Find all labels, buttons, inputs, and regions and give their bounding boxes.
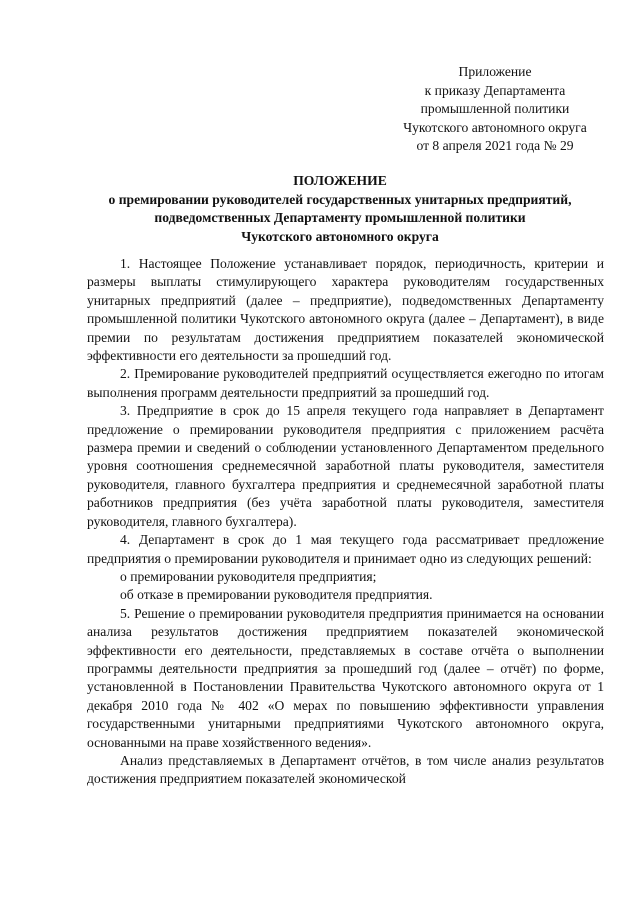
document-body: [87, 255, 604, 789]
title-subtitle-line: подведомственных Департаменту промышленной политики: [154, 210, 526, 225]
appendix-line: от 8 апреля 2021 года № 29: [416, 138, 574, 153]
paragraph-1: 1. Настоящее Положение устанавливает порядок, периодичность, критерии и размеры выплаты стимулирующего характера руководителям государственных унитарных предприятий (далее – предприятие), подведомственных Департаменту промышленной политики Чукотского автономного округа (далее – Департамент), в виде премии по результатам достижения предприятием показателей экономической эффективности его деятельности за прошедший год.: [87, 256, 604, 364]
paragraph-5: 5. Решение о премировании руководителя предприятия принимается на основании анализа результатов достижения предприятием показателей экономической эффективности его деятельности, представляемых в составе отчёта о выполнении программы деятельности предприятия за прошедший год (далее – отчёт) по форме, установленной в Постановлении Правительства Чукотского автономного округа от 1 декабря 2010 года № 402 «О мерах по повышению эффективности управления государственными унитарными предприятиями Чукотского автономного округа, основанными на праве хозяйственного ведения».: [87, 605, 604, 750]
appendix-note: [380, 63, 610, 156]
appendix-line: промышленной политики: [420, 101, 570, 116]
appendix-line: Чукотского автономного округа: [403, 119, 587, 135]
appendix-line: Приложение: [458, 64, 532, 79]
paragraph-3: 3. Предприятие в срок до 15 апреля текущего года направляет в Департамент предложение о премировании руководителя предприятия с приложением расчёта размера премии и сведений о соблюдении установленного Департаментом предельного уровня соотношения среднемесячной заработной платы руководителя, заместителя руководителя, главного бухгалтера предприятия и среднемесячной заработной платы работников предприятия (без учёта заработной платы руководителя, заместителя руководителя, главного бухгалтера).: [87, 403, 604, 529]
paragraph-2: 2. Премирование руководителей предприятий осуществляется ежегодно по итогам выполнения программ деятельности предприятий за прошедший год.: [87, 366, 604, 400]
decision-option-award: о премировании руководителя предприятия;: [120, 568, 377, 584]
appendix-line: к приказу Департамента: [424, 82, 566, 98]
paragraph-4: 4. Департамент в срок до 1 мая текущего года рассматривает предложение предприятия о премировании руководителя и принимает одно из следующих решений:: [87, 532, 604, 566]
paragraph-analysis: Анализ представляемых в Департамент отчётов, в том числе анализ результатов достижения предприятием показателей экономической: [87, 752, 604, 787]
title-heading: ПОЛОЖЕНИЕ: [293, 173, 387, 188]
title-subtitle-line: о премировании руководителей государственных унитарных предприятий,: [108, 191, 572, 207]
document-title: [70, 172, 610, 246]
title-subtitle-line: Чукотского автономного округа: [241, 228, 439, 244]
decision-option-refusal: об отказе в премировании руководителя предприятия.: [120, 587, 433, 603]
